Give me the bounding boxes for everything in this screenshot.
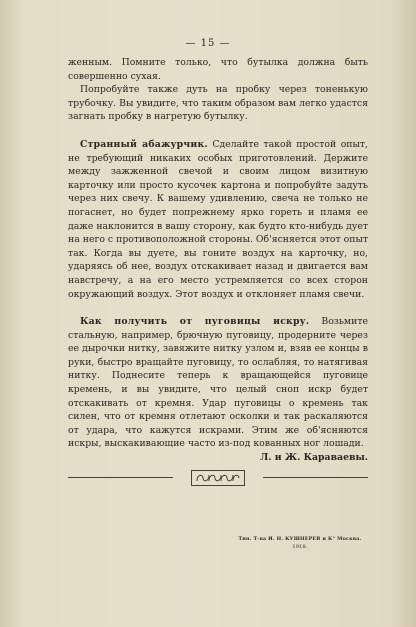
paragraph-strange-shade-text: Сделайте такой простой опыт, не требующий никаких особых приготовлений. Держите между зажженной свечой и своим лицом визитную карточку или просто кусочек картона и попробуйте задуть через них свечу. К вашему удивлению, свеча не только не погаснет, но будет попрежнему ярко гореть и пламя ее даже наклонится в вашу сторону, как будто кто-нибудь дует на него с противоположной стороны. Об'ясняется этот опыт так. Когда вы дуете, вы гоните воздух на карточку, но, ударяясь об нее, воздух отскакивает назад и двигается вам навстречу, а на его место устремляется со всех сторон окружающий воздух. Этот воздух и отклоняет пламя свечи.	[68, 138, 368, 300]
paragraph-strange-shade	[68, 138, 368, 301]
divider-line-right	[263, 477, 368, 478]
print-year: 1918.	[292, 544, 308, 550]
section-heading-button-spark: Как получить от пуговицы искру.	[80, 316, 310, 328]
divider-line-left	[68, 477, 173, 478]
author-signature: Л. и Ж. Караваевы.	[260, 452, 368, 464]
paragraph-button-spark-text: Возьмите стальную, например, брючную пуговицу, продерните через ее дырочки нитку, завяжите нитку узлом и, взяв ее концы в руки, быстро вращайте пуговицу, то ослабляя, то натягивая нитку. Поднесите теперь к вращающейся пуговице кремень, и вы увидите, что целый сноп искр будет отскакивать от кремня. Удар пуговицы о кремень так силен, что от кремня отлетают осколки и так раскаляются от удара, что кажутся искрами. Этим же об'ясняются искры, выскакивающие часто из-под кованных ног лошади.	[68, 316, 368, 450]
printer-imprint	[220, 535, 380, 551]
printer-name: Тип. Т-ва И. Н. КУШНЕРЕВ и К° Москва.	[238, 536, 362, 542]
page-number: — 15 —	[185, 38, 231, 49]
paragraph-2: Попробуйте также дуть на пробку через тоненькую трубочку. Вы увидите, что таким образом вам легко удастся загнать пробку в нагретую бутылку.	[68, 84, 368, 123]
article-body	[68, 56, 368, 465]
paragraph-1: женным. Помните только, что бутылка должна быть совершенно сухая.	[68, 57, 368, 82]
paragraph-button-spark	[68, 315, 368, 451]
section-gap	[68, 124, 368, 138]
section-gap	[68, 301, 368, 315]
ornament-icon	[191, 470, 245, 486]
decorative-divider	[68, 468, 368, 488]
section-heading-strange-shade: Странный абажурчик.	[80, 138, 208, 150]
